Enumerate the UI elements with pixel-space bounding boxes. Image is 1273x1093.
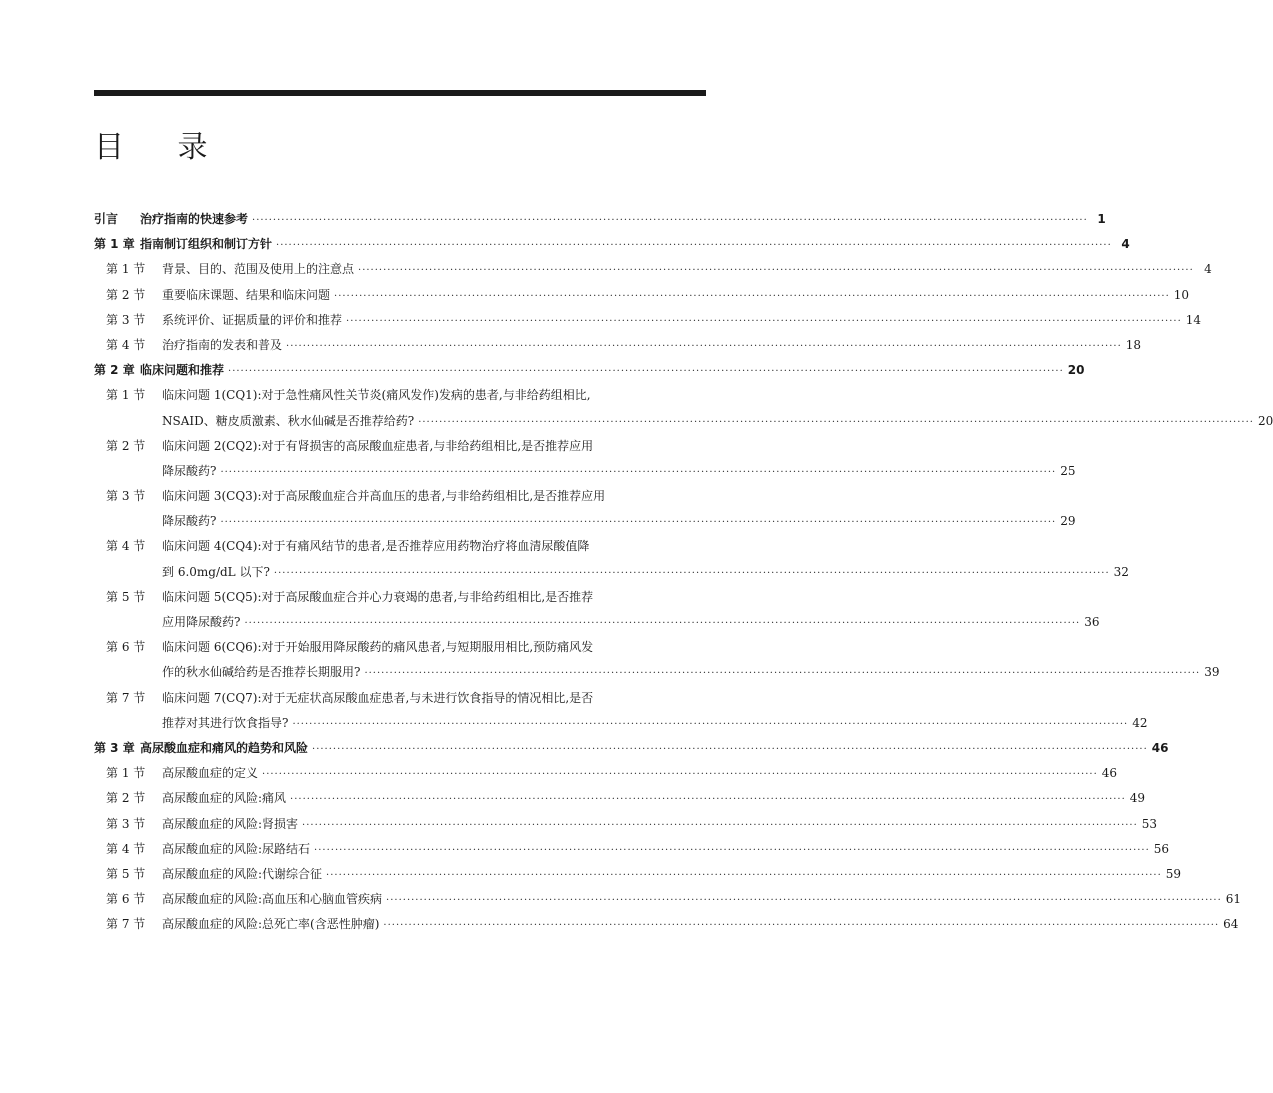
toc-entry-title: 临床问题 4(CQ4):对于有痛风结节的患者,是否推荐应用药物治疗将血清尿酸值降 [162, 539, 590, 554]
toc-entry-title: 系统评价、证据质量的评价和推荐 [162, 312, 343, 327]
toc-page-number: 25 [1060, 463, 1076, 478]
toc-section-entry[interactable] [94, 383, 1273, 433]
toc-page-number: 53 [1141, 816, 1158, 831]
toc-section-entry[interactable] [94, 484, 1076, 534]
toc-entry-title: 高尿酸血症的风险:高血压和心脑血管疾病 [162, 892, 383, 907]
header-rule [94, 90, 706, 96]
toc-section-entry[interactable] [94, 686, 1148, 736]
toc-section-entry[interactable] [94, 837, 1170, 862]
toc-entry-title: NSAID、糖皮质激素、秋水仙碱是否推荐给药? [162, 413, 415, 428]
toc-entry-label: 第 3 章 [94, 740, 135, 755]
dot-leader: ········································································································································································································ [286, 340, 1122, 352]
dot-leader: ········································································································································································································ [273, 567, 1110, 579]
toc-entry-label: 第 2 节 [106, 287, 146, 302]
dot-leader: ········································································································································································································ [252, 215, 1088, 226]
dot-leader: ········································································································································································································ [418, 416, 1254, 428]
toc-section-entry[interactable] [94, 761, 1118, 786]
toc-section-entry[interactable] [94, 308, 1202, 333]
toc-entry-label: 第 6 节 [106, 640, 146, 655]
toc-page-number: 46 [1151, 740, 1169, 755]
toc-entry-label: 第 1 节 [106, 262, 146, 277]
toc-line [94, 509, 1076, 534]
toc-page-number: 46 [1101, 766, 1118, 781]
toc-entry-title: 高尿酸血症的风险:尿路结石 [162, 841, 311, 856]
dot-leader: ········································································································································································································ [276, 240, 1112, 252]
toc-line [94, 484, 706, 509]
toc-entry-label: 第 3 节 [106, 312, 146, 327]
toc-entry-title: 降尿酸药? [162, 514, 217, 529]
toc-section-entry[interactable] [94, 786, 1146, 811]
toc-entry-title: 背景、目的、范围及使用上的注意点 [162, 262, 355, 277]
toc-page-number: 36 [1084, 615, 1100, 629]
toc-page-number: 42 [1132, 715, 1148, 730]
toc-page-number: 39 [1204, 665, 1220, 680]
toc-chapter-entry[interactable] [94, 207, 1106, 232]
dot-leader: ········································································································································································································ [358, 265, 1194, 277]
toc-line [94, 585, 706, 610]
toc-line [94, 560, 1129, 585]
toc-line [94, 610, 1100, 635]
toc-page-number: 56 [1153, 841, 1170, 856]
toc-line [94, 459, 1076, 484]
toc-entry-title: 高尿酸血症的风险:痛风 [162, 791, 287, 806]
toc-entry-title: 重要临床课题、结果和临床问题 [162, 287, 331, 302]
toc-line [94, 912, 1239, 937]
toc-entry-title: 治疗指南的发表和普及 [162, 337, 283, 352]
toc-line [94, 761, 1118, 786]
toc-entry-label: 第 7 节 [106, 917, 146, 932]
toc-entry-title: 到 6.0mg/dL 以下? [162, 564, 270, 579]
toc-line [94, 786, 1146, 811]
toc-page-number: 64 [1223, 917, 1239, 932]
toc-line [94, 333, 1142, 358]
toc-page-number: 18 [1125, 337, 1142, 352]
toc-entry-label: 第 1 章 [94, 237, 135, 252]
toc-line [94, 232, 1130, 257]
toc-line [94, 308, 1202, 333]
toc-chapter-entry[interactable] [94, 358, 1085, 383]
toc-page-number: 32 [1113, 564, 1129, 579]
toc-entry-title: 推荐对其进行饮食指导? [162, 715, 289, 730]
toc-line [94, 711, 1148, 736]
toc-entry-label: 第 4 节 [106, 841, 146, 856]
toc-line [94, 409, 1273, 434]
toc-section-entry[interactable] [94, 635, 1220, 685]
toc-page-number: 20 [1067, 363, 1085, 378]
toc-section-entry[interactable] [94, 912, 1239, 937]
toc-entry-title: 临床问题 3(CQ3):对于高尿酸血症合并高血压的患者,与非给药组相比,是否推荐应用 [162, 489, 606, 504]
toc-entry-title: 临床问题 5(CQ5):对于高尿酸血症合并心力衰竭的患者,与非给药组相比,是否推荐 [162, 589, 594, 604]
page-title: 目 录 [94, 130, 230, 165]
toc-entry-title: 临床问题和推荐 [140, 363, 225, 378]
toc-entry-label: 第 3 节 [106, 816, 146, 831]
toc-section-entry[interactable] [94, 812, 1158, 837]
dot-leader: ········································································································································································································ [314, 844, 1150, 856]
toc-line [94, 660, 1220, 685]
dot-leader: ········································································································································································································ [290, 794, 1126, 806]
toc-page-number: 61 [1225, 892, 1242, 907]
toc-section-entry[interactable] [94, 434, 1076, 484]
toc-entry-title: 高尿酸血症的定义 [162, 766, 259, 781]
toc-line [94, 837, 1170, 862]
dot-leader: ········································································································································································································ [334, 290, 1170, 302]
toc-page-number: 14 [1185, 312, 1202, 327]
toc-entry-title: 高尿酸血症的风险:代谢综合征 [162, 866, 323, 881]
toc-entry-title: 临床问题 7(CQ7):对于无症状高尿酸血症患者,与未进行饮食指导的情况相比,是否 [162, 690, 594, 705]
toc-line [94, 257, 1212, 282]
toc-line [94, 812, 1158, 837]
toc-section-entry[interactable] [94, 887, 1242, 912]
toc-entry-title: 指南制订组织和制订方针 [140, 237, 273, 252]
toc-entry-title: 高尿酸血症和痛风的趋势和风险 [140, 740, 309, 755]
toc-line [94, 383, 706, 408]
toc-page-number: 4 [1204, 262, 1212, 277]
toc-page-number: 1 [1097, 212, 1106, 226]
toc-entry-label: 第 4 节 [106, 539, 146, 554]
toc-page-number: 20 [1257, 413, 1273, 428]
toc-page-number: 29 [1060, 514, 1076, 529]
toc-line [94, 534, 706, 559]
toc-entry-label: 第 1 节 [106, 388, 146, 403]
toc-page-number: 49 [1129, 791, 1146, 806]
toc-entry-label: 第 2 节 [106, 791, 146, 806]
dot-leader: ········································································································································································································ [302, 819, 1138, 831]
toc-entry-title: 临床问题 2(CQ2):对于有肾损害的高尿酸血症患者,与非给药组相比,是否推荐应用 [162, 438, 594, 453]
toc-entry-label: 第 4 节 [106, 337, 146, 352]
toc-entry-label: 第 6 节 [106, 892, 146, 907]
toc-entry-title: 临床问题 6(CQ6):对于开始服用降尿酸药的痛风患者,与短期服用相比,预防痛风发 [162, 640, 594, 655]
toc-entry-label: 第 2 节 [106, 438, 146, 453]
toc-entry-title: 临床问题 1(CQ1):对于急性痛风性关节炎(痛风发作)发病的患者,与非给药组相比, [162, 388, 591, 403]
dot-leader: ········································································································································································································ [262, 769, 1098, 781]
toc-line [94, 358, 1085, 383]
toc-line [94, 736, 1169, 761]
toc-page-number: 10 [1173, 287, 1190, 302]
toc-line [94, 207, 1106, 232]
toc-entry-title: 高尿酸血症的风险:总死亡率(含恶性肿瘤) [162, 917, 380, 932]
toc-entry-label: 第 3 节 [106, 489, 146, 504]
toc-section-entry[interactable] [94, 333, 1142, 358]
dot-leader: ········································································································································································································ [346, 315, 1182, 327]
toc-entry-title: 高尿酸血症的风险:肾损害 [162, 816, 299, 831]
toc-line [94, 434, 706, 459]
dot-leader: ········································································································································································································ [364, 668, 1201, 680]
toc-entry-label: 第 7 节 [106, 690, 146, 705]
dot-leader: ········································································································································································································ [220, 517, 1057, 529]
toc-section-entry[interactable] [94, 283, 1190, 308]
toc-line [94, 635, 706, 660]
toc-entry-label: 引言 [94, 212, 119, 226]
toc-page-number: 4 [1121, 237, 1130, 252]
toc-entry-title: 治疗指南的快速参考 [140, 212, 249, 226]
toc-section-entry[interactable] [94, 862, 1182, 887]
toc-entry-title: 应用降尿酸药? [162, 615, 241, 629]
toc-page-number: 59 [1165, 866, 1182, 881]
toc-line [94, 283, 1190, 308]
dot-leader: ········································································································································································································ [386, 895, 1222, 907]
toc-entry-label: 第 1 节 [106, 766, 146, 781]
dot-leader: ········································································································································································································ [244, 618, 1081, 629]
toc-entry-title: 作的秋水仙碱给药是否推荐长期服用? [162, 665, 361, 680]
table-of-contents [94, 207, 1273, 937]
dot-leader: ········································································································································································································ [292, 718, 1129, 730]
dot-leader: ········································································································································································································ [312, 743, 1148, 755]
toc-entry-label: 第 5 节 [106, 866, 146, 881]
toc-section-entry[interactable] [94, 534, 1129, 584]
toc-section-entry[interactable] [94, 257, 1212, 282]
dot-leader: ········································································································································································································ [228, 366, 1064, 378]
toc-entry-label: 第 5 节 [106, 589, 146, 604]
dot-leader: ········································································································································································································ [220, 466, 1057, 478]
toc-entry-label: 第 2 章 [94, 363, 135, 378]
toc-line [94, 862, 1182, 887]
dot-leader: ········································································································································································································ [326, 869, 1162, 881]
toc-line [94, 686, 706, 711]
toc-chapter-entry[interactable] [94, 736, 1169, 761]
dot-leader: ········································································································································································································ [383, 920, 1220, 932]
toc-section-entry[interactable] [94, 585, 1100, 635]
toc-chapter-entry[interactable] [94, 232, 1130, 257]
toc-entry-title: 降尿酸药? [162, 463, 217, 478]
toc-line [94, 887, 1242, 912]
